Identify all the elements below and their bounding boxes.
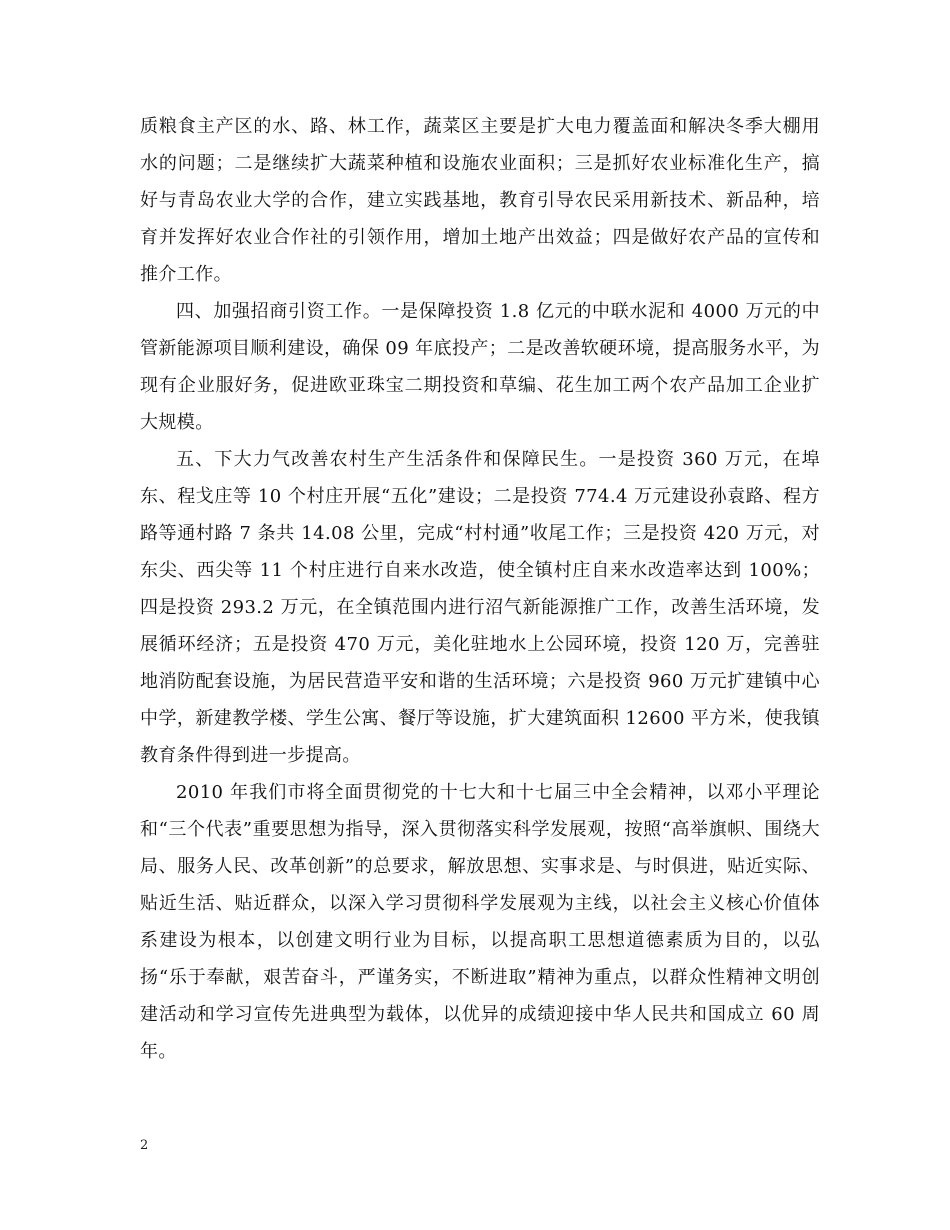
paragraph-agriculture: 质粮食主产区的水、路、林工作，蔬菜区主要是扩大电力覆盖面和解决冬季大棚用水的问题；二是继续扩大蔬菜种植和设施农业面积；三是抓好农业标准化生产，搞好与青岛农业大学的合作，建立实践基地，教育引导农民采用新技术、新品种，培育并发挥好农业合作社的引领作用，增加土地产出效益；四是做好农产品的宣传和推介工作。 <box>140 116 820 285</box>
paragraph-investment: 四、加强招商引资工作。一是保障投资 1.8 亿元的中联水泥和 4000 万元的中管新能源项目顺利建设，确保 09 年底投产；二是改善软硬环境，提高服务水平，为现有企业服好务，促进欧亚珠宝二期投资和草编、花生加工两个农产品加工企业扩大规模。 <box>140 301 820 433</box>
page-number: 2 <box>140 1138 149 1153</box>
paragraph-2010-plan: 2010 年我们市将全面贯彻党的十七大和十七届三中全会精神，以邓小平理论和“三个代表”重要思想为指导，深入贯彻落实科学发展观，按照“高举旗帜、围绕大局、服务人民、改革创新”的总要求，解放思想、实事求是、与时俱进，贴近实际、贴近生活、贴近群众，以深入学习贯彻科学发展观为主线，以社会主义核心价值体系建设为根本，以创建文明行业为目标，以提高职工思想道德素质为目的，以弘扬“乐于奉献，艰苦奋斗，严谨务实，不断进取”精神为重点，以群众性精神文明创建活动和学习宣传先进典型为载体，以优异的成绩迎接中华人民共和国成立 60 周年。 <box>140 782 820 1062</box>
document-body <box>140 108 820 1070</box>
paragraph-livelihood: 五、下大力气改善农村生产生活条件和保障民生。一是投资 360 万元，在埠东、程戈庄等 10 个村庄开展“五化”建设；二是投资 774.4 万元建设孙袁路、程方路等通村路 7 条共 14.08 公里，完成“村村通”收尾工作；三是投资 420 万元，对东尖、西尖等 11 个村庄进行自来水改造，使全镇村庄自来水改造率达到 100%；四是投资 293.2 万元，在全镇范围内进行沼气新能源推广工作，改善生活环境，发展循环经济；五是投资 470 万元，美化驻地水上公园环境，投资 120 万，完善驻地消防配套设施，为居民营造平安和谐的生活环境；六是投资 960 万元扩建镇中心中学，新建教学楼、学生公寓、餐厅等设施，扩大建筑面积 12600 平方米，使我镇教育条件得到进一步提高。 <box>140 449 820 766</box>
